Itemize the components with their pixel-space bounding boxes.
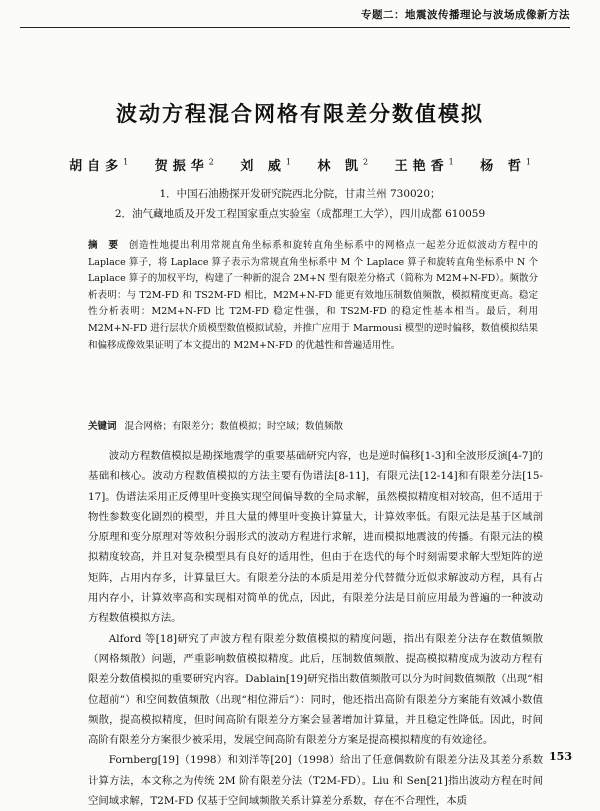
abstract-text: 创造性地提出利用常规直角坐标系和旋转直角坐标系中的网格点一起差分近似波动方程中的 Laplace 算子，将 Laplace 算子表示为常规直角坐标系中 M 个 Laplace 算子和旋转直角坐标系中 N 个 Laplace 算子的加权平均，构建了一种新的混合 2M+N 型有限差分格式（简称为 M2M+N-FD）。频散分析表明：与 T2M-FD 和 TS2M-FD 相比，M2M+N-FD 能更有效地压制数值频散，模拟精度更高。稳定性分析表明：M2M+N-FD 比 T2M-FD 稳定性强，和 TS2M-FD 的稳定性基本相当。最后，利用 M2M+N-FD 进行层状介质模型数值模拟试验，并推广应用于 Marmousi 模型的逆时偏移，数值模拟结果和偏移成像效果证明了本文提出的 M2M+N-FD 的优越性和普遍适用性。 bbox=[88, 240, 538, 351]
author bbox=[240, 159, 291, 174]
author-name: 王艳香 bbox=[394, 159, 449, 174]
abstract-label: 摘 要 bbox=[88, 240, 119, 251]
keywords-label: 关键词 bbox=[88, 421, 117, 432]
body-paragraph: Alford 等[18]研究了声波方程有限差分数值模拟的精度问题，指出有限差分法存在数值频散（网格频散）问题，严重影响数值模拟精度。此后，压制数值频散、提高模拟精度成为波动方程有限差分数值模拟的重要研究内容。Dablain[19]研究指出数值频散可以分为时间数值频散（出现“相位超前”）和空间数值频散（出现“相位滞后”）：同时，他还指出高阶有限差分方案能有效减小数值频散，提高模拟精度，但时间高阶有限差分方案会显著增加计算量，并且稳定性降低。因此，时间高阶有限差分方案很少被采用，发展空间高阶有限差分方案是提高模拟精度的有效途径。 bbox=[88, 632, 543, 747]
running-header-title: 专题二：地震波传播理论与波场成像新方法 bbox=[361, 9, 570, 21]
author bbox=[395, 159, 454, 174]
author bbox=[155, 159, 214, 174]
paper-title: 波动方程混合网格有限差分数值模拟 bbox=[116, 102, 484, 126]
page-number: 153 bbox=[549, 750, 572, 763]
author-affiliation-mark: 1 bbox=[285, 157, 291, 167]
body-paragraph: 波动方程数值模拟是勘探地震学的重要基础研究内容，也是逆时偏移[1-3]和全波形反演[4-7]的基础和核心。波动方程数值模拟的方法主要有伪谱法[8-11]，有限元法[12-14]和有限差分法[15-17]。伪谱法采用正反傅里叶变换实现空间偏导数的全局求解，虽然模拟精度相对较高，但不适用于物性参数变化剧烈的模型，并且大量的傅里叶变换计算量大，计算效率低。有限元法是基于区域剖分原理和变分原理对等效积分弱形式的波动方程进行求解，进而模拟地震波的传播。有限元法的模拟精度较高，并且对复杂模型具有良好的适用性，但由于在迭代的每个时刻需要求解大型矩阵的逆矩阵，占用内存多，计算量巨大。有限差分法的本质是用差分代替微分近似求解波动方程，具有占用内存小，计算效率高和实现相对简单的优点，因此，有限差分法是目前应用最为普遍的一种波动方程数值模拟方法。 bbox=[88, 450, 543, 625]
author bbox=[480, 159, 531, 174]
author-name: 杨 哲 bbox=[480, 159, 526, 174]
author-list bbox=[0, 155, 600, 174]
author-name: 刘 威 bbox=[240, 159, 286, 174]
author-name: 胡自多 bbox=[69, 159, 124, 174]
author-affiliation-mark: 1 bbox=[123, 157, 129, 167]
author bbox=[318, 159, 369, 174]
running-header bbox=[20, 5, 570, 28]
keywords bbox=[88, 418, 538, 432]
author-name: 林 凯 bbox=[317, 159, 364, 174]
author bbox=[69, 159, 128, 174]
body-text bbox=[88, 446, 543, 811]
author-affiliation-mark: 2 bbox=[363, 157, 369, 167]
author-affiliation-mark: 1 bbox=[448, 157, 454, 167]
affiliation-1: 1．中国石油勘探开发研究院西北分院，甘肃兰州 730020； bbox=[159, 188, 441, 200]
body-paragraph: Fornberg[19]（1998）和刘洋等[20]（1998）给出了任意偶数阶有限差分法及其差分系数计算方法，本文称之为传统 2M 阶有限差分法（T2M-FD）。Liu 和 Sen[21]指出波动方程在时间空间域求解，T2M-FD 仅基于空间域频散关系计算差分系数，存在不合理性，本质 bbox=[88, 754, 543, 808]
author-name: 贺振华 bbox=[154, 159, 209, 174]
keywords-text: 混合网格；有限差分；数值模拟；时空域；数值频散 bbox=[124, 421, 344, 432]
affiliation-2: 2．油气藏地质及开发工程国家重点实验室（成都理工大学），四川成都 610059 bbox=[114, 208, 486, 220]
author-affiliation-mark: 1 bbox=[525, 157, 531, 167]
author-affiliation-mark: 2 bbox=[208, 157, 214, 167]
abstract bbox=[88, 238, 538, 354]
